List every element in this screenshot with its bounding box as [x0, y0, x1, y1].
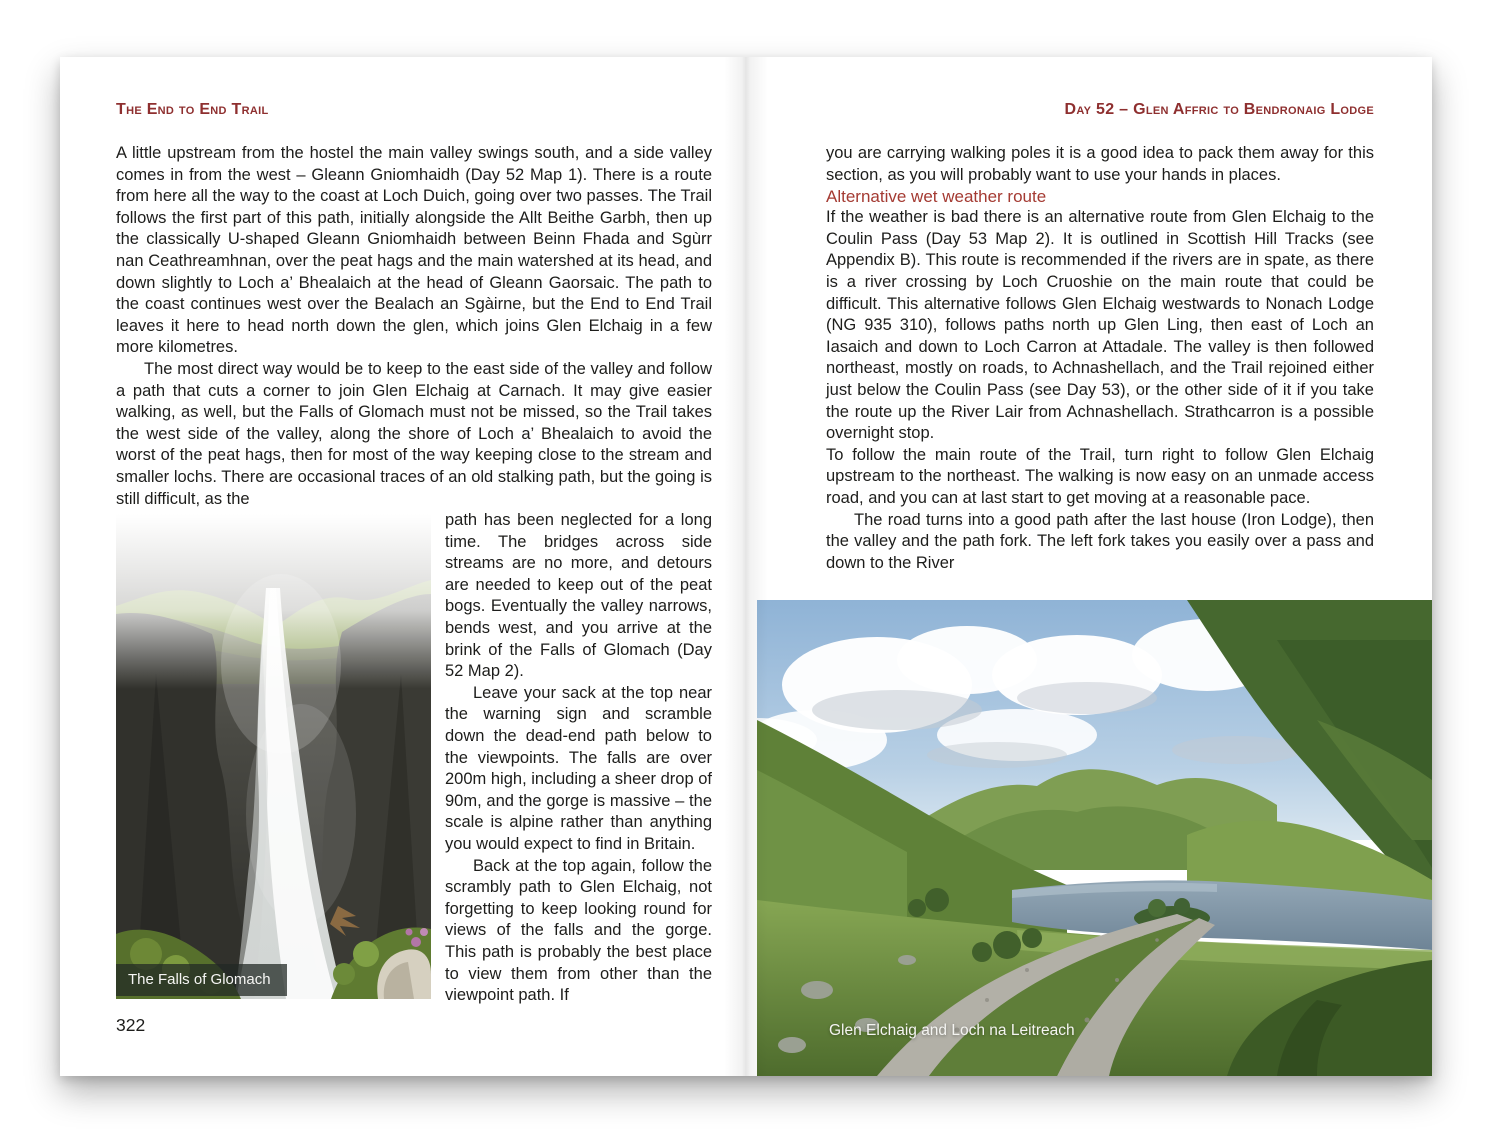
glen-elchaig-photo — [757, 600, 1432, 1076]
falls-of-glomach-photo — [116, 514, 431, 999]
left-page — [60, 57, 746, 1076]
paragraph: path has been neglected for a long time. The bridges across side streams are no more, and detours are needed to keep out of the peat bogs. Eventually the valley narrows, bends west, and you arrive at the brink of the Falls of Glomach (Day 52 Map 2). — [445, 511, 712, 681]
paragraph: If the weather is bad there is an alternative route from Glen Elchaig to the Coulin Pass (Day 53 Map 2). It is outlined in Scottish Hill Tracks (see Appendix B). This route is recommended if the rivers are in spate, as there is a river crossing by Loch Cruoshie on the main route that could be difficult. This alternative follows Glen Elchaig westwards to Nonach Lodge (NG 935 310), follows paths north up Glen Ling, then east of Loch an Iasaich and down to Loch Carron at Attadale. The valley is then followed northeast, mostly on roads, to Achnashellach, and the Trail rejoined either just below the Coulin Pass (see Day 53), or the other side of it if you take the route up the River Lair from Achnashellach. Strathcarron is a possible overnight stop. — [826, 208, 1374, 443]
paragraph: The road turns into a good path after the last house (Iron Lodge), then the valley and the path fork. The left fork takes you easily over a pass and down to the River — [826, 510, 1374, 572]
right-page — [746, 57, 1432, 1076]
running-head-left: The End to End Trail — [116, 101, 269, 118]
section-subhead: Alternative wet weather route — [826, 187, 1047, 207]
paragraph: A little upstream from the hostel the main valley swings south, and a side valley comes in from the west – Gleann Gniomhaidh (Day 52 Map 1). There is a route from here all the way to the coast at Loch Duich, going over two passes. The Trail follows the first part of this path, initially alongside the Allt Beithe Garbh, then up the classically U-shaped Gleann Gniomhaidh between Beinn Fhada and Sgùrr nan Ceathreamhnan, over the peat hags and the main watershed at its head, and down slightly to Loch a’ Bhealaich at the head of Gleann Gaorsaic. The path to the coast continues west over the Bealach an Sgàirne, but the End to End Trail leaves it here to head north down the glen, which joins Glen Elchaig in a few more kilometres. — [116, 144, 712, 357]
book-spread — [60, 57, 1432, 1076]
left-page-body — [116, 143, 712, 1007]
paragraph: The most direct way would be to keep to the east side of the valley and follow a path that cuts a corner to join Glen Elchaig at Carnach. It may give easier walking, as well, but the Falls of Glomach must not be missed, so the Trail takes the west side of the valley, along the shore of Loch a’ Bhealaich to avoid the worst of the peat hags, then for most of the way keeping close to the stream and smaller lochs. There are occasional traces of an old stalking path, but the going is still difficult, as the — [116, 359, 712, 508]
right-page-body — [826, 143, 1374, 574]
photo-caption-glen: Glen Elchaig and Loch na Leitreach — [829, 1022, 1075, 1039]
running-head-right: Day 52 – Glen Affric to Bendronaig Lodge — [1064, 101, 1374, 118]
page-number: 322 — [116, 1015, 146, 1035]
photo-caption-falls: The Falls of Glomach — [116, 964, 287, 996]
paragraph: Leave your sack at the top near the warning sign and scramble down the dead-end path below to the viewpoints. The falls are over 200m high, including a sheer drop of 90m, and the gorge is massive – the scale is alpine rather than anything you would expect to find in Britain. — [445, 683, 712, 853]
paragraph: Back at the top again, follow the scrambly path to Glen Elchaig, not forgetting to keep looking round for views of the falls and the gorge. This path is probably the best place to view them from other than the viewpoint path. If — [445, 856, 712, 1005]
paragraph: To follow the main route of the Trail, turn right to follow Glen Elchaig upstream to the northeast. The walking is now easy on an unmade access road, and you can at last start to get moving at a reasonable pace. — [826, 445, 1374, 507]
paragraph: you are carrying walking poles it is a good idea to pack them away for this section, as you will probably want to use your hands in places. — [826, 144, 1374, 184]
